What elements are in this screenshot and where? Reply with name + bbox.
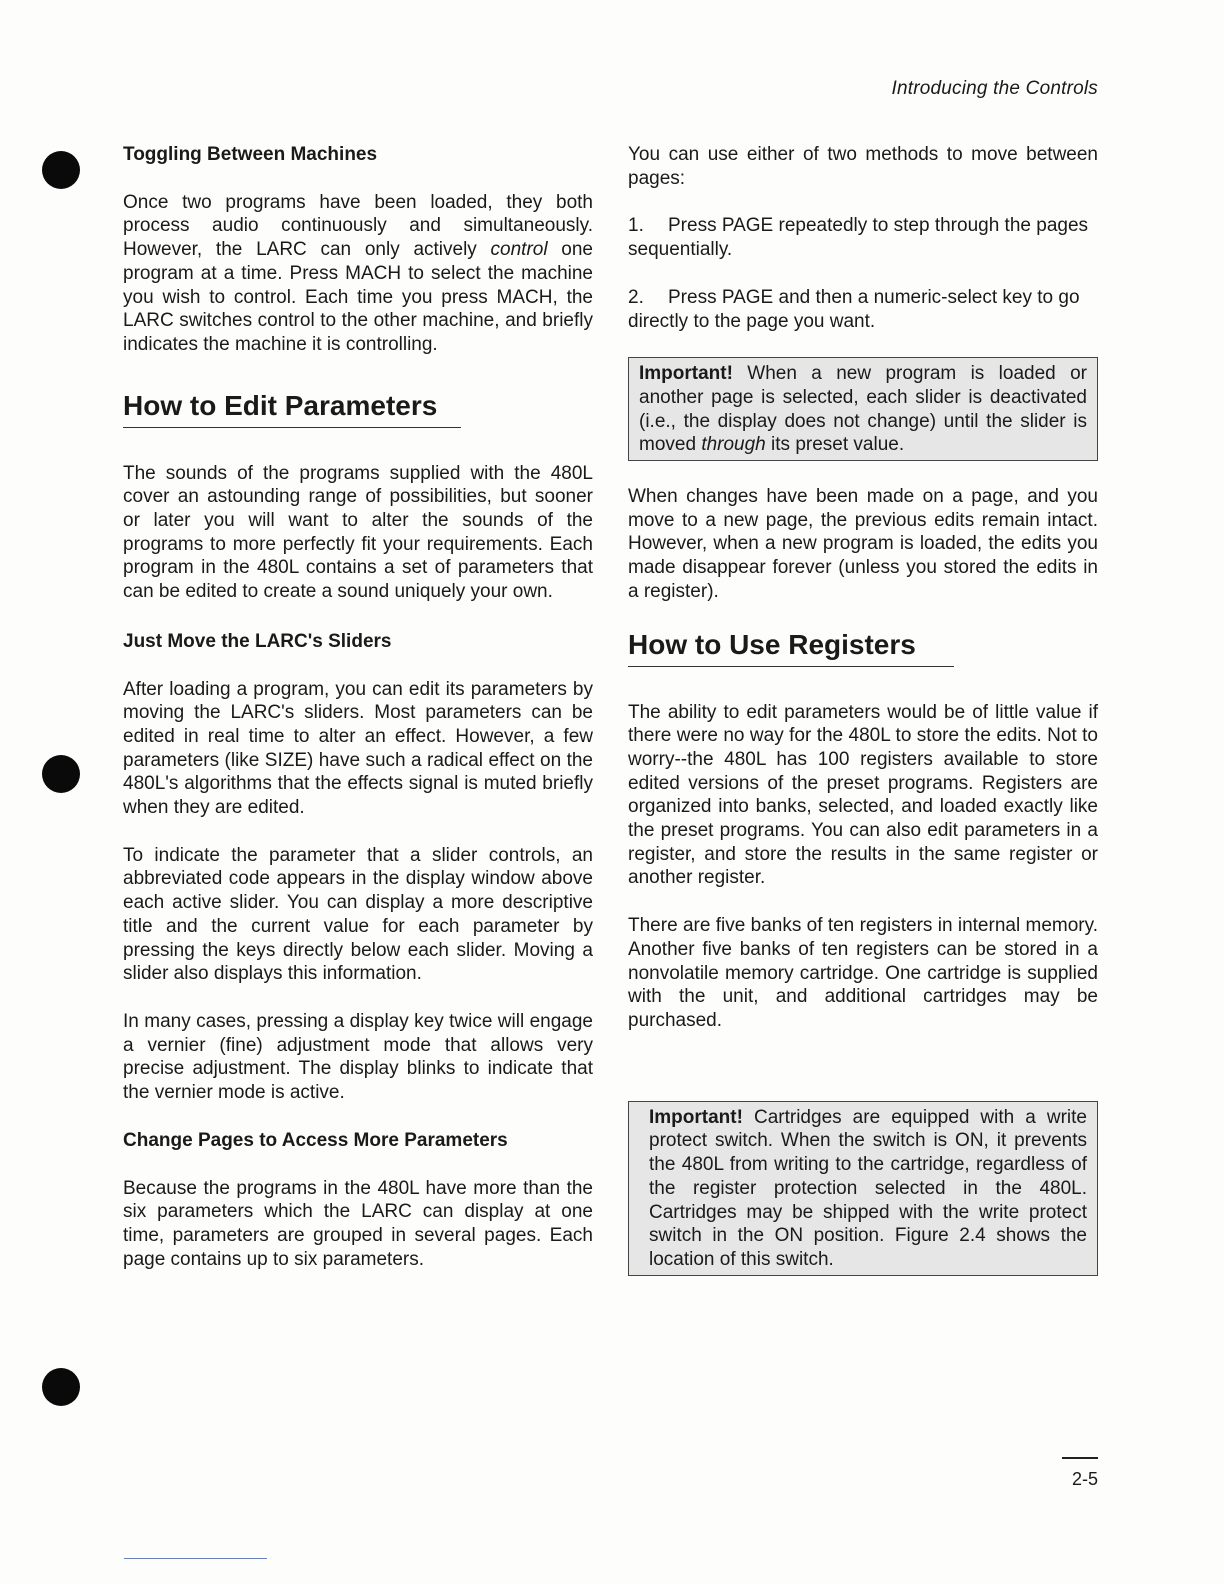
edit-parameters-paragraph: The sounds of the programs supplied with the 480L cover an astounding range of possibilities, but sooner or later you will want to alter the sounds of the programs to more perfectly fit your requirements. Each program in the 480L contains a set of parameters that can be edited to create a sound uniquely your own. [123, 462, 593, 603]
toggling-text-b: one program at a time. Press MACH to select the machine you wish to control. Each time you press MACH, the LARC switches control to the other machine, and briefly indicates the machine it is controlling. [123, 239, 593, 355]
note1-text-a: When a new program is loaded or another page is selected, each slider is deactivated (i.e., the display does not change) until the slider is moved [639, 363, 1087, 456]
method-item-1 [628, 214, 1098, 261]
important-note-sliders [628, 357, 1098, 461]
punch-hole-bottom [42, 1368, 80, 1406]
method-text-2: Press PAGE and then a numeric-select key to go directly to the page you want. [628, 286, 1080, 332]
edit-parameters-title: How to Edit Parameters [123, 389, 461, 428]
method-text-1: Press PAGE repeatedly to step through the pages sequentially. [628, 215, 1089, 261]
method-number-2: 2. [628, 286, 644, 308]
footer-rule [124, 1558, 267, 1559]
method-item-2 [628, 286, 1098, 333]
important-label-2: Important! [649, 1106, 743, 1128]
sliders-paragraph-3: In many cases, pressing a display key twice will engage a vernier (fine) adjustment mode that allows very precise adjustment. The display blinks to indicate that the vernier mode is active. [123, 1010, 593, 1104]
left-column [123, 143, 593, 1295]
pages-heading: Change Pages to Access More Parameters [123, 1129, 508, 1151]
pages-paragraph: Because the programs in the 480L have more than the six parameters which the LARC can display at one time, parameters are grouped in several pages. Each page contains up to six parameters. [123, 1177, 593, 1270]
changes-paragraph: When changes have been made on a page, and you move to a new page, the previous edits remain intact. However, when a new program is loaded, the edits you made disappear forever (unless you stored the edits in a register). [628, 486, 1098, 602]
sliders-paragraph-2: To indicate the parameter that a slider controls, an abbreviated code appears in the display window above each active slider. You can display a more descriptive title and the current value for each parameter by pressing the keys directly below each slider. Moving a slider also displays this information. [123, 844, 593, 985]
methods-intro: You can use either of two methods to move between pages: [628, 144, 1098, 189]
toggling-emphasis: control [490, 239, 548, 261]
sliders-paragraph-1: After loading a program, you can edit its parameters by moving the LARC's sliders. Most parameters can be edited in real time to alter an effect. However, a few parameters (like SIZE) have such a radical effect on the 480L's algorithms that the effects signal is muted briefly when they are edited. [123, 678, 593, 819]
punch-hole-middle [42, 755, 80, 793]
toggling-paragraph [123, 191, 593, 357]
registers-paragraph-1: The ability to edit parameters would be of little value if there were no way for the 480L to store the edits. Not to worry--the 480L has 100 registers available to store edited versions of the preset programs. Registers are organized into banks, selected, and loaded exactly like the preset programs. You can also edit parameters in a register, and store the results in the same register or another register. [628, 701, 1098, 889]
registers-paragraph-2: There are five banks of ten registers in internal memory. Another five banks of ten registers can be stored in a nonvolatile memory cartridge. One cartridge is supplied with the unit, and additional cartridges may be purchased. [628, 915, 1098, 1031]
important-label: Important! [639, 363, 733, 385]
page-number: 2-5 [1062, 1457, 1098, 1490]
running-header: Introducing the Controls [891, 78, 1098, 99]
right-column [628, 143, 1098, 1300]
punch-hole-top [42, 151, 80, 189]
toggling-heading: Toggling Between Machines [123, 144, 378, 165]
toggling-text-a: Once two programs have been loaded, they both process audio continuously and simultaneously. However, the LARC can only actively [123, 191, 593, 261]
note1-emphasis: through [701, 434, 766, 456]
sliders-heading: Just Move the LARC's Sliders [123, 630, 392, 652]
note2-text: Cartridges are equipped with a write protect switch. When the switch is ON, it prevents the 480L from writing to the cartridge, regardless of the register protection selected in the 480L. Cartridges may be shipped with the write protect switch in the ON position. Figure 2.4 shows the location of this switch. [649, 1106, 1087, 1270]
method-number-1: 1. [628, 215, 644, 237]
registers-title: How to Use Registers [628, 628, 954, 667]
note1-text-b: its preset value. [765, 434, 905, 456]
important-note-cartridges [628, 1101, 1098, 1276]
